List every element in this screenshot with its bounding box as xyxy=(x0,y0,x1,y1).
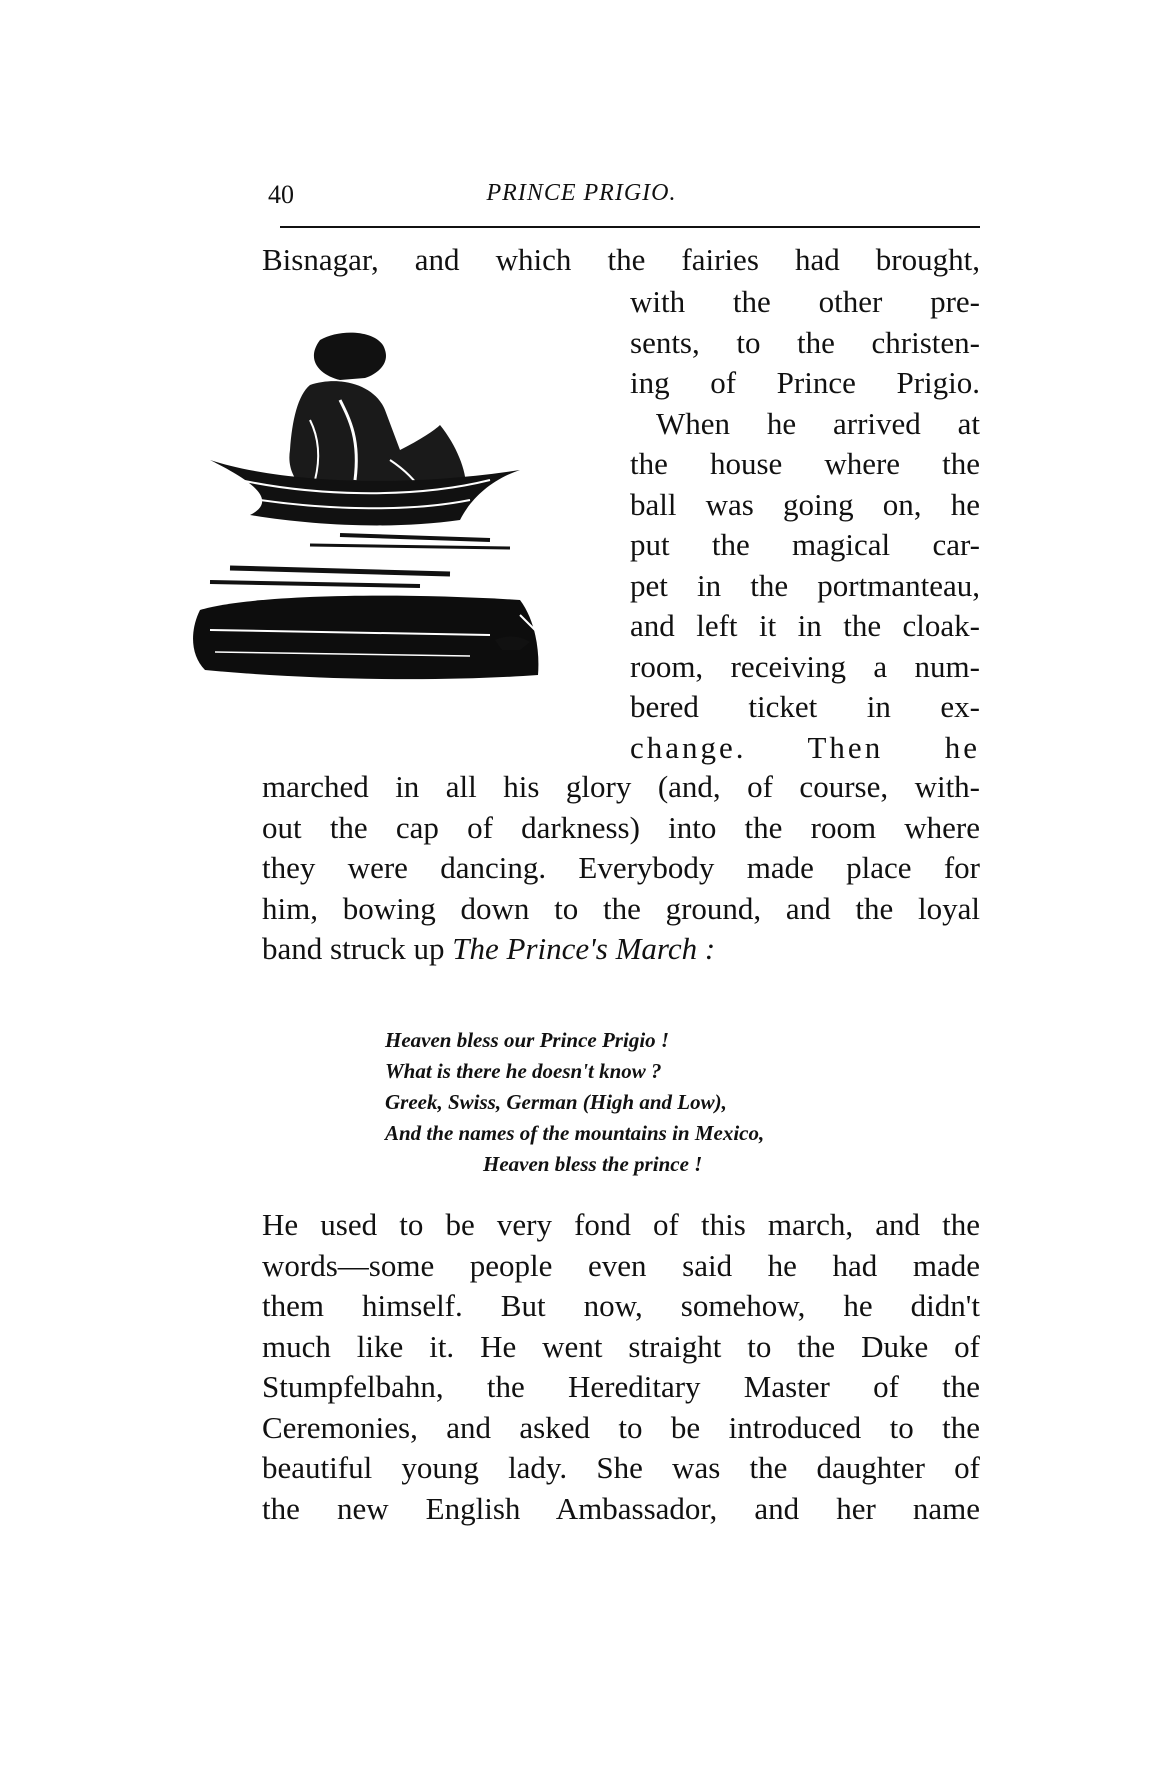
text-line-last xyxy=(262,929,980,970)
text-line: ing of Prince Prigio. xyxy=(630,365,980,400)
text-line: with the other pre- xyxy=(630,284,980,319)
text-line: bered ticket in ex- xyxy=(630,689,980,724)
text-line: Ceremonies, and asked to be introduced to the xyxy=(262,1409,980,1445)
text-line: When he arrived at xyxy=(656,405,980,441)
text-line: Bisnagar, and which the fairies had brought, xyxy=(262,242,980,277)
text-line: beautiful young lady. She was the daughter of xyxy=(262,1450,980,1485)
continuation-paragraph xyxy=(262,767,980,970)
text-line: sents, to the christen- xyxy=(630,324,980,360)
text-line: the new English Ambassador, and her name xyxy=(262,1490,980,1526)
march-title: The Prince's March : xyxy=(452,931,716,966)
text-line: change. Then he xyxy=(630,729,980,765)
text-line: him, bowing down to the ground, and the loyal xyxy=(262,890,980,926)
text-line: out the cap of darkness) into the room where xyxy=(262,809,980,845)
text-line: ball was going on, he xyxy=(630,486,980,522)
verse-block xyxy=(385,1025,945,1180)
flying-carpet-illustration xyxy=(190,330,620,750)
verse-line: Greek, Swiss, German (High and Low), xyxy=(385,1090,727,1114)
closing-paragraph xyxy=(262,1205,980,1529)
page-number: 40 xyxy=(268,180,294,209)
opening-line xyxy=(262,240,980,281)
verse-line: Heaven bless the prince ! xyxy=(483,1152,703,1176)
text-line: they were dancing. Everybody made place for xyxy=(262,850,980,885)
verse-line: And the names of the mountains in Mexico, xyxy=(385,1121,765,1145)
text-line: and left it in the cloak- xyxy=(630,608,980,643)
header-title: PRINCE PRIGIO. xyxy=(486,180,677,206)
text-line: put the magical car- xyxy=(630,527,980,562)
text-line: words—some people even said he had made xyxy=(262,1247,980,1283)
text-line: much like it. He went straight to the Duke of xyxy=(262,1328,980,1364)
text-line: room, receiving a num- xyxy=(630,648,980,684)
header-rule xyxy=(280,226,980,228)
text-line: the house where the xyxy=(630,446,980,481)
verse-line: Heaven bless our Prince Prigio ! xyxy=(385,1028,670,1052)
text-line: He used to be very fond of this march, and the xyxy=(262,1207,980,1242)
text-run: band struck up xyxy=(262,931,453,966)
text-line: marched in all his glory (and, of course, with- xyxy=(262,769,980,804)
verse-line: What is there he doesn't know ? xyxy=(385,1059,662,1083)
running-head xyxy=(0,180,1163,220)
text-line: Stumpfelbahn, the Hereditary Master of the xyxy=(262,1369,980,1404)
text-line: them himself. But now, somehow, he didn't xyxy=(262,1288,980,1323)
wrapped-paragraph xyxy=(630,282,980,768)
text-line: pet in the portmanteau, xyxy=(630,567,980,603)
